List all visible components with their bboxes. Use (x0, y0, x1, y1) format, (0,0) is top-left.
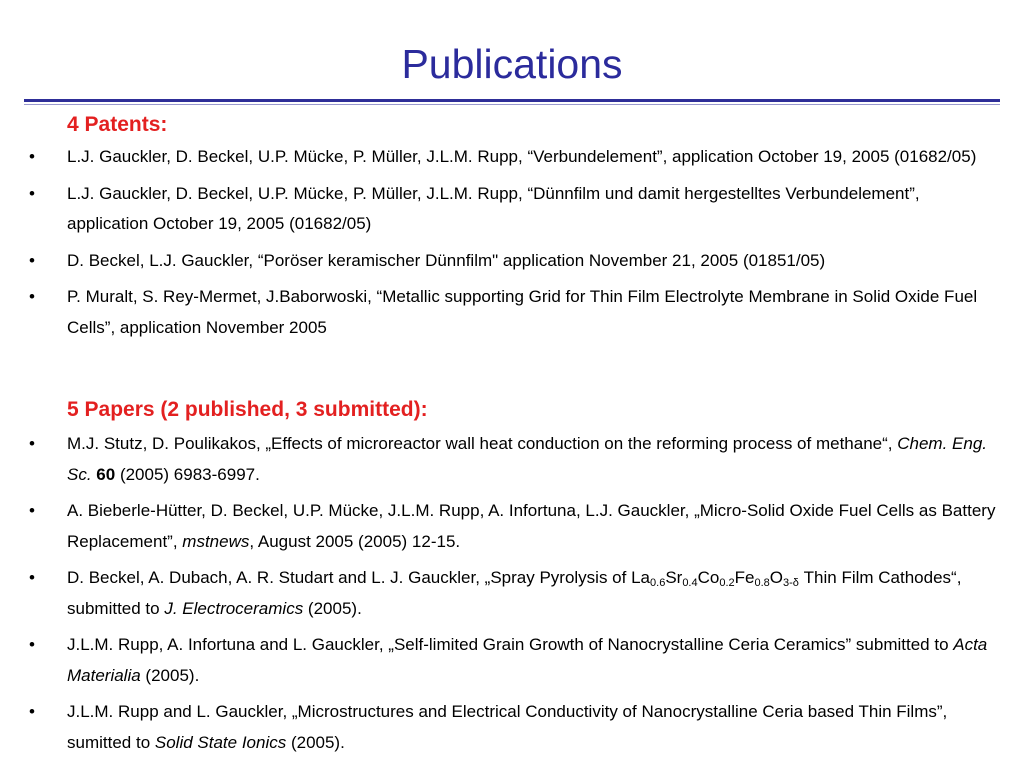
journal-name: mstnews (182, 531, 250, 551)
patent-text: L.J. Gauckler, D. Beckel, U.P. Mücke, P. Müller, J.L.M. Rupp, “Verbundelement”, application October 19, 2005 (01682/05) (67, 147, 977, 166)
patents-list (0, 142, 1000, 349)
bullet-icon: • (29, 183, 35, 203)
title-divider (24, 99, 1000, 102)
list-item (0, 179, 1000, 240)
paper-text: J.L.M. Rupp and L. Gauckler, „Microstructures and Electrical Conductivity of Nanocrystalline Ceria based Thin Films”, sumitted to (67, 702, 948, 752)
bullet-icon: • (29, 287, 35, 306)
journal-name: Acta Materialia (67, 635, 988, 685)
paper-text-tail: (2005). (140, 665, 200, 685)
patent-text: P. Muralt, S. Rey-Mermet, J.Baborwoski, “Metallic supporting Grid for Thin Film Electrolyte Membrane in Solid Oxide Fuel Cells”, application November 2005 (67, 287, 978, 337)
bullet-icon: • (29, 635, 35, 654)
volume-number: 60 (96, 464, 116, 484)
list-item (0, 282, 1000, 343)
paper-text: D. Beckel, A. Dubach, A. R. Studart and L. J. Gauckler, „Spray Pyrolysis of (67, 568, 632, 587)
list-item (0, 496, 1000, 557)
bullet-icon: • (29, 250, 35, 270)
list-item (0, 630, 1000, 691)
list-item (0, 697, 1000, 758)
paper-text-tail: (2005). (286, 732, 345, 752)
patents-heading: 4 Patents: (67, 113, 168, 136)
list-item (0, 246, 1000, 277)
bullet-icon: • (29, 568, 35, 587)
paper-text-tail: (2005). (303, 598, 362, 618)
bullet-icon: • (29, 147, 35, 166)
bullet-icon: • (29, 434, 35, 453)
paper-text: M.J. Stutz, D. Poulikakos, „Effects of microreactor wall heat conduction on the reforming process of methane“, (67, 434, 898, 453)
page-title: Publications (401, 41, 623, 87)
paper-text-tail: (2005) 6983-6997. (115, 464, 260, 484)
paper-text-tail: , August 2005 (2005) 12-15. (249, 531, 461, 551)
list-item (0, 142, 1000, 173)
paper-text-mid: Thin Film Cathodes“, submitted to (67, 568, 962, 618)
patent-text: L.J. Gauckler, D. Beckel, U.P. Mücke, P. Müller, J.L.M. Rupp, “Dünnfilm und damit hergestelltes Verbundelement”, application October 19, 2005 (01682/05) (67, 183, 920, 233)
papers-list (0, 429, 1000, 764)
title-divider-thin (24, 104, 1000, 105)
patent-text: D. Beckel, L.J. Gauckler, “Poröser keramischer Dünnfilm" application November 21, 2005 (01851/05) (67, 250, 826, 270)
journal-name: J. Electroceramics (164, 598, 304, 618)
bullet-icon: • (29, 702, 35, 721)
paper-text: J.L.M. Rupp, A. Infortuna and L. Gauckler, „Self-limited Grain Growth of Nanocrystalline Ceria Ceramics” submitted to (67, 635, 954, 654)
journal-name: Solid State Ionics (154, 732, 287, 752)
list-item (0, 429, 1000, 490)
papers-heading: 5 Papers (2 published, 3 submitted): (67, 398, 428, 421)
journal-name: Chem. Eng. Sc. (67, 434, 987, 484)
paper-text: A. Bieberle-Hütter, D. Beckel, U.P. Mücke, J.L.M. Rupp, A. Infortuna, L.J. Gauckler, „Micro-Solid Oxide Fuel Cells as Battery Replacement”, (67, 501, 996, 551)
list-item (0, 563, 1000, 624)
chemical-formula: $La_{0.6}Sr_{0.4}Co_{0.2}Fe_{0.8}O_{3-\delta}$ (631, 568, 799, 589)
bullet-icon: • (29, 501, 35, 520)
